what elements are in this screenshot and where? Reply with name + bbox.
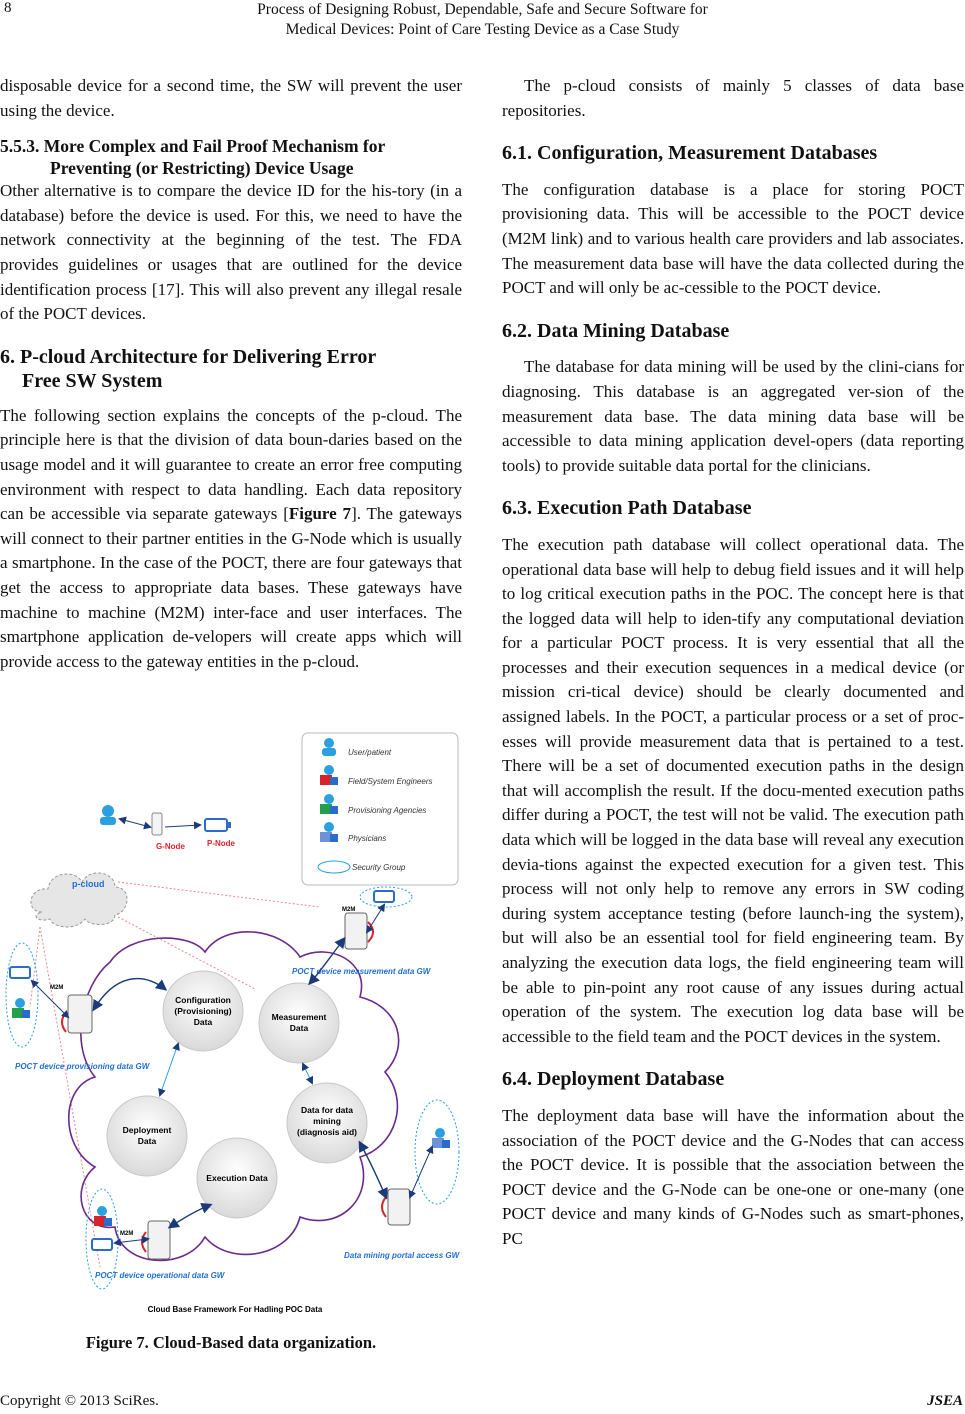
field-engineer-icon (94, 1206, 112, 1226)
legend-label: Physicians (348, 834, 387, 843)
paragraph-5-5-3: Other alternative is to compare the device ID for the his-tory (in a database) before the device is used. For this, we need to have the network connectivity at the beginning of the test. The FDA provides guidelines or usages that are outlined for the device identification process [17]. This will also prevent any illegal resale of the POCT devices. (0, 181, 462, 324)
security-group-left (6, 943, 38, 1047)
physician-icon (432, 1128, 450, 1148)
paragraph-6-part-b: ]. The gateways will connect to their partner entities in the G-Node which is usually a smartphone. In the case of the POCT, there are four gateways that get the access to appropriate data bases. These gateways have machine to machine (M2M) inter-face and user interfaces. The smartphone application de-velopers will create apps which will provide access to the gateway entities in the p-cloud. (0, 504, 463, 671)
db-label: mining (313, 1116, 341, 1126)
section-heading-6-2: 6.2. Data Mining Database (502, 319, 730, 342)
db-label: Data for data (301, 1105, 353, 1115)
legend-label: Provisioning Agencies (348, 806, 427, 815)
db-label: Measurement (271, 1012, 327, 1022)
footer-copyright: Copyright © 2013 SciRes. (0, 1393, 159, 1409)
db-label: Execution Data (206, 1173, 268, 1183)
pnode-device-icon (205, 819, 231, 831)
heading-line1: 5.5.3. More Complex and Fail Proof Mechanism for (0, 136, 386, 157)
db-label: (diagnosis aid) (297, 1127, 357, 1137)
heading-line1: 6. P-cloud Architecture for Delivering Error (0, 345, 377, 368)
page-number: 8 (4, 0, 12, 16)
db-label: (Provisioning) (174, 1006, 232, 1016)
smartphone-icon (152, 813, 162, 835)
section-heading-5-5-3 (0, 135, 462, 179)
legend-label: Security Group (352, 863, 406, 872)
gw-operational-label: POCT device operational data GW (95, 1271, 225, 1280)
running-header-line2: Medical Devices: Point of Care Testing Device as a Case Study (285, 21, 680, 38)
gw-provisioning-label: POCT device provisioning data GW (15, 1062, 150, 1071)
gw-measurement-label: POCT device measurement data GW (292, 967, 431, 976)
pnode-label: P-Node (207, 839, 235, 848)
device-icon-left (10, 967, 30, 978)
section-heading-6-3: 6.3. Execution Path Database (502, 497, 752, 520)
cloud-diagram (0, 727, 470, 1317)
section-heading-6-4: 6.4. Deployment Database (502, 1068, 725, 1091)
right-column (502, 74, 964, 1252)
legend-label: User/patient (348, 748, 392, 757)
paragraph-6-3: The execution path database will collect operational data. The operational data base will help to debug field issues and it will help to log critical execution paths in the POC. The concept here is that the logged data will help to iden-tify any computational deviation for a particular POCT process. It is very essential that all the processes and their execution sequences in a medical device (or mission cri-tical device) should be clearly documented and assigned labels. In the POCT, a particular process or a set of proc-esses will provide measurement data that is pertained to a test. There will be a set of documented execution paths in the design that will accomplish the result. If the docu-mented execution paths differ during a POCT, the test will not be valid. The execution path data which will be logged in the data base will reveal any execution devia-tions against the expected execution for a given test. This process will not only help to remove any errors in SW coding during system acceptance testing (before launch-ing the system), but will also be an essential tool for field engineering team. By analyzing the execution data logs, the field engineering team will be able to pin-point any root cause of any issues during actual operation of the system. The execution log data base will be accessible to the field team and the POCT devices in the system. (502, 534, 964, 1046)
footer-journal: JSEA (927, 1393, 963, 1409)
server-provisioning-gw (62, 995, 92, 1033)
left-column (0, 74, 462, 674)
db-deployment (107, 1096, 187, 1176)
heading-line2: Free SW System (22, 369, 163, 392)
figure-reference-link[interactable]: Figure 7 (288, 504, 352, 524)
paragraph-6-1: The configuration database is a place for storing POCT provisioning data. This will be accessible to the POCT device (M2M link) and to various health care providers and lab associates. The measurement data base will have the data collected during the POCT and will only be ac-cessible to the POCT device. (502, 179, 964, 298)
provisioning-agency-icon (12, 998, 30, 1018)
db-label: Data (137, 1136, 157, 1146)
security-group-right (415, 1100, 459, 1204)
server-operational-gw (142, 1221, 170, 1259)
gw-mining-label: Data mining portal access GW (344, 1251, 460, 1260)
pcloud-label: p-cloud (72, 879, 105, 889)
user-icon (100, 805, 116, 825)
section-heading-6-1: 6.1. Configuration, Measurement Databases (502, 142, 878, 165)
m2m-label: M2M (50, 985, 64, 991)
device-icon-bottom (92, 1239, 112, 1250)
db-label: Deployment (122, 1125, 172, 1135)
running-header-line1: Process of Designing Robust, Dependable, Safe and Secure Software for (257, 1, 708, 18)
server-measurement-gw (345, 913, 373, 949)
db-label: Data (289, 1023, 309, 1033)
paragraph-6 (0, 404, 462, 675)
paragraph-intro-right: The p-cloud consists of mainly 5 classes of data base repositories. (502, 76, 964, 120)
db-data-mining (287, 1083, 367, 1163)
heading-line2: Preventing (or Restricting) Device Usage (50, 158, 354, 179)
figure-7 (0, 727, 470, 1317)
legend (302, 733, 458, 885)
running-header (0, 0, 965, 40)
gnode-label: G-Node (156, 842, 185, 851)
db-label: Configuration (175, 995, 231, 1005)
db-measurement (259, 983, 339, 1063)
server-mining-gw (382, 1189, 410, 1225)
paragraph-6-4: The deployment data base will have the information about the association of the POCT device and the G-Nodes that can access the POCT device. It is possible that the association between the POCT device and the G-Node can be one-one or one-many (one POCT device and many kinds of G-Nodes such as smart-phones, PC (502, 1105, 964, 1248)
paragraph-6-2: The database for data mining will be used by the clini-cians for diagnosing. This database is an aggregated ver-sion of the measurement data base. The data mining data base will be accessible to data mining application devel-opers (data reporting tools) to provide suitable data portal for the clinicians. (502, 357, 964, 475)
paragraph-intro: disposable device for a second time, the SW will prevent the user using the device. (0, 76, 462, 120)
figure-caption: Figure 7. Cloud-Based data organization. (85, 1333, 377, 1352)
db-configuration (163, 971, 243, 1051)
figure-subtitle: Cloud Base Framework For Hadling POC Data (147, 1305, 323, 1314)
legend-label: Field/System Engineers (348, 777, 433, 786)
db-label: Data (193, 1017, 213, 1027)
paragraph-6-part-a: The following section explains the concepts of the p-cloud. The principle here is that the division of data boun-daries based on the usage model and it will guarantee to create an error free computing environment with respect to data handling. Each data repository can be accessible via separate gateways [ (0, 405, 462, 524)
section-heading-6 (0, 345, 462, 393)
m2m-label: M2M (120, 1231, 134, 1237)
m2m-label: M2M (342, 907, 356, 913)
device-icon-m2m-top (360, 887, 412, 907)
